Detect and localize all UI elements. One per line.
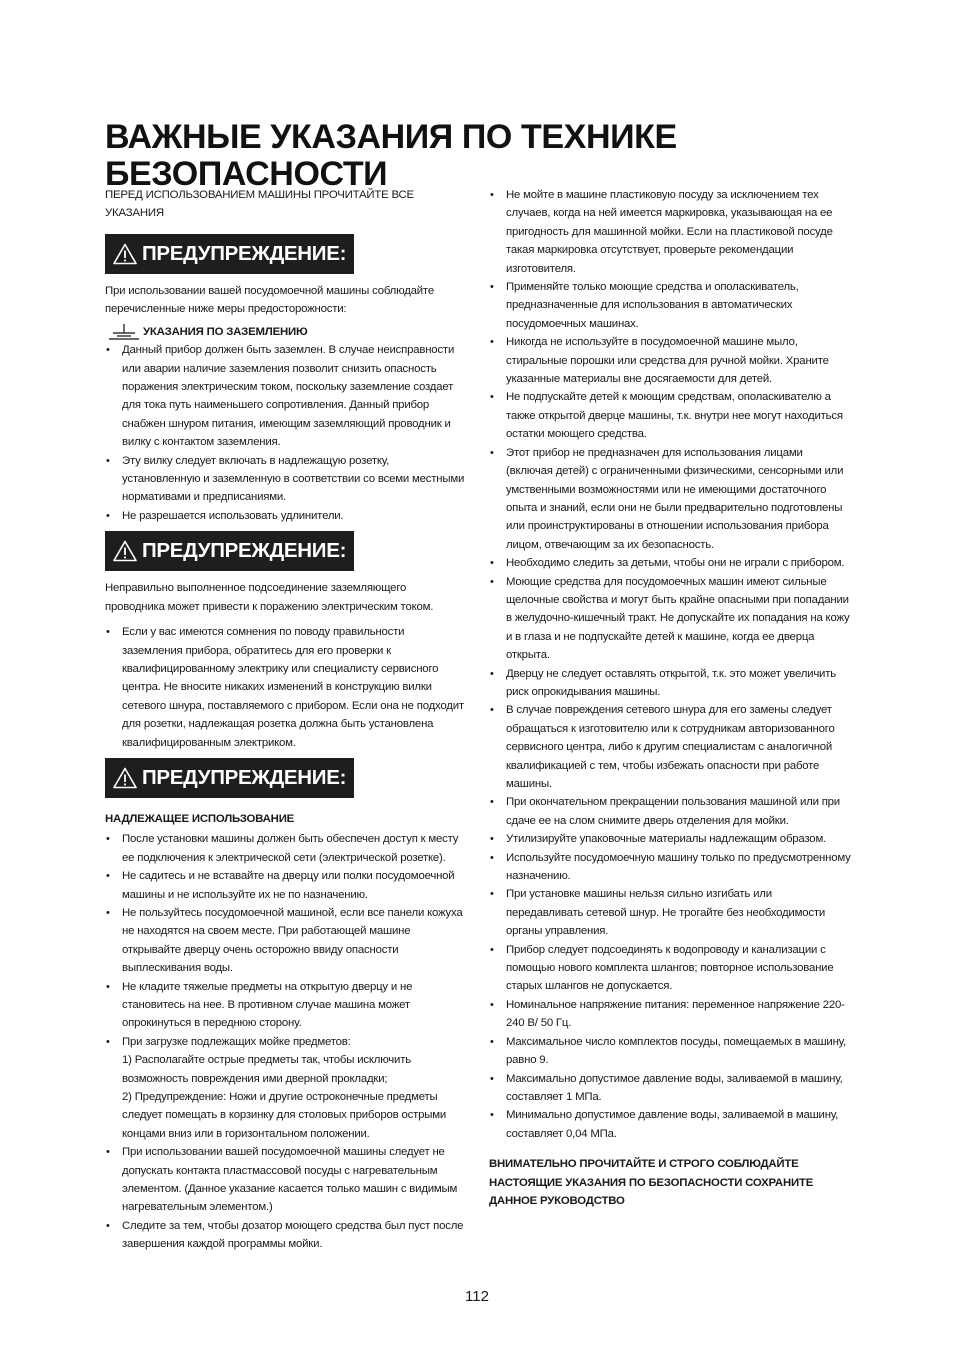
loading-item-1: 1) Располагайте острые предметы так, чтобы исключить возможность повреждения ими дверной прокладки; bbox=[122, 1054, 411, 1085]
list-item: • Применяйте только моющие средства и ополаскиватель, предназначенные для использования в автоматических посудомоечных машинах. bbox=[489, 278, 851, 333]
list-item: • Утилизируйте упаковочные материалы надлежащим образом. bbox=[489, 830, 851, 848]
list-item: • Не мойте в машине пластиковую посуду за исключением тех случаев, когда на ней имеется маркировка, указывающая на ее пригодность для машинной мойки. Если на пластиковой посуде такая маркировка отсутствует, проверьте рекомендации изготовителя. bbox=[489, 186, 851, 278]
warning-triangle-icon bbox=[113, 767, 137, 789]
ground-symbol-icon bbox=[109, 324, 139, 340]
proper-use-heading: НАДЛЕЖАЩЕЕ ИСПОЛЬЗОВАНИЕ bbox=[105, 812, 295, 825]
section1-list bbox=[105, 341, 467, 525]
list-item: • Данный прибор должен быть заземлен. В случае неисправности или аварии наличие заземления позволит снизить опасность поражения электрическим током, поскольку заземление создает для тока путь наименьшего сопротивления. Данный прибор снабжен шнуром питания, имеющим заземляющий проводник и вилку с контактом заземления. bbox=[105, 341, 467, 451]
list-item: • После установки машины должен быть обеспечен доступ к месту ее подключения к электрической сети (электрической розетке). bbox=[105, 830, 467, 867]
list-item: • Прибор следует подсоединять к водопроводу и канализации с помощью нового комплекта шлангов; повторное использование старых шлангов не допускается. bbox=[489, 941, 851, 996]
list-item: • Номинальное напряжение питания: переменное напряжение 220-240 В/ 50 Гц. bbox=[489, 996, 851, 1033]
list-item: • Этот прибор не предназначен для использования лицами (включая детей) с ограниченными физическими, сенсорными или умственными возможностями или не имеющими достаточного опыта и знаний, если они не были предварительно подготовлены или проинструктированы в отношении использования прибора лицом, отвечающим за их безопасность. bbox=[489, 444, 851, 554]
list-item: • Если у вас имеются сомнения по поводу правильности заземления прибора, обратитесь для его проверки к квалифицированному электрику или специалисту сервисного центра. Не вносите никаких изменений в конструкцию вилки сетевого шнура, поставляемого с прибором. Если она не подходит для розетки, надлежащая розетка должна быть установлена квалифицированным электриком. bbox=[105, 623, 467, 752]
warning-triangle-icon bbox=[113, 540, 137, 562]
list-item: • Необходимо следить за детьми, чтобы они не играли с прибором. bbox=[489, 554, 851, 572]
list-item: • При окончательном прекращении пользования машиной или при сдаче ее на слом снимите дверь отделения для мойки. bbox=[489, 793, 851, 830]
list-item: • Эту вилку следует включать в надлежащую розетку, установленную и заземленную в соответствии со всеми местными нормативами и предписаниями. bbox=[105, 452, 467, 507]
list-item: • Никогда не используйте в посудомоечной машине мыло, стиральные порошки или средства для ручной мойки. Храните указанные материалы вне досягаемости для детей. bbox=[489, 333, 851, 388]
warning-triangle-icon bbox=[113, 243, 137, 265]
intro-text: ПЕРЕД ИСПОЛЬЗОВАНИЕМ МАШИНЫ ПРОЧИТАЙТЕ ВСЕ УКАЗАНИЯ bbox=[105, 189, 414, 219]
section2-list bbox=[105, 623, 467, 752]
list-item: • Не пользуйтесь посудомоечной машиной, если все панели кожуха не находятся на своем месте. При работающей машине открывайте дверцу очень осторожно ввиду опасности выплескивания воды. bbox=[105, 904, 467, 978]
ground-heading bbox=[109, 323, 467, 341]
list-item: • В случае повреждения сетевого шнура для его замены следует обращаться к изготовителю или к сотрудникам авторизованного сервисного центра, либо к другим специалистам с аналогичной квалификацией с тем, чтобы избежать опасности при работе машины. bbox=[489, 701, 851, 793]
list-item: • При использовании вашей посудомоечной машины следует не допускать контакта пластмассовой посуды с нагревательным элементом. (Данное указание касается только машин с видимым нагревательным элементом.) bbox=[105, 1143, 467, 1217]
left-column bbox=[105, 186, 467, 1260]
loading-lead: • При загрузке подлежащих мойке предметов: bbox=[122, 1035, 351, 1048]
list-item: • Используйте посудомоечную машину только по предусмотренному назначению. bbox=[489, 849, 851, 886]
list-item: • Дверцу не следует оставлять открытой, т.к. это может увеличить риск опрокидывания машины. bbox=[489, 665, 851, 702]
warning-label: ПРЕДУПРЕЖДЕНИЕ: bbox=[142, 539, 347, 563]
list-item: • Следите за тем, чтобы дозатор моющего средства был пуст после завершения каждой программы мойки. bbox=[105, 1217, 467, 1254]
section2-paragraph: Неправильно выполненное подсоединение заземляющего проводника может привести к поражению электрическим током. bbox=[105, 582, 434, 613]
warning-banner bbox=[105, 758, 354, 798]
list-item: • При установке машины нельзя сильно изгибать или передавливать сетевой шнур. Не трогайте без необходимости органы управления. bbox=[489, 885, 851, 940]
loading-item-2: 2) Предупреждение: Ножи и другие остроконечные предметы следует помещать в корзинку для столовых приборов острыми концами вниз или в горизонтальном положении. bbox=[122, 1091, 447, 1140]
closing-notice: ВНИМАТЕЛЬНО ПРОЧИТАЙТЕ И СТРОГО СОБЛЮДАЙТЕ НАСТОЯЩИЕ УКАЗАНИЯ ПО БЕЗОПАСНОСТИ СОХРАНИТЕ ДАННОЕ РУКОВОДСТВО bbox=[489, 1158, 814, 1207]
right-column bbox=[489, 186, 851, 1210]
list-item: • Не кладите тяжелые предметы на открытую дверцу и не становитесь на нее. В противном случае машина может опрокинуться в переднюю сторону. bbox=[105, 978, 467, 1033]
list-item: • Не садитесь и не вставайте на дверцу или полки посудомоечной машины и не используйте их не по назначению. bbox=[105, 867, 467, 904]
warning-label: ПРЕДУПРЕЖДЕНИЕ: bbox=[142, 765, 347, 789]
list-item: • Максимальное число комплектов посуды, помещаемых в машину, равно 9. bbox=[489, 1033, 851, 1070]
page-title: ВАЖНЫЕ УКАЗАНИЯ ПО ТЕХНИКЕ БЕЗОПАСНОСТИ bbox=[105, 117, 677, 193]
warning-banner bbox=[105, 531, 354, 571]
list-item: • Моющие средства для посудомоечных машин имеют сильные щелочные свойства и могут быть крайне опасными при попадании в желудочно-кишечный тракт. Не допускайте их попадания на кожу и в глаза и не подпускайте детей к машине, когда ее дверца открыта. bbox=[489, 573, 851, 665]
list-item: • Минимально допустимое давление воды, заливаемой в машину, составляет 0,04 МПа. bbox=[489, 1106, 851, 1143]
list-item: • Не подпускайте детей к моющим средствам, ополаскивателю а также открытой дверце машины, т.к. внутри нее могут находиться остатки моющего средства. bbox=[489, 388, 851, 443]
list-item-loading bbox=[105, 1033, 467, 1143]
list-item: • Не разрешается использовать удлинители. bbox=[105, 507, 467, 525]
page-number: 112 bbox=[465, 1288, 489, 1305]
right-list bbox=[489, 186, 851, 1143]
section3-list bbox=[105, 830, 467, 1253]
ground-heading-text: УКАЗАНИЯ ПО ЗАЗЕМЛЕНИЮ bbox=[143, 325, 308, 338]
list-item: • Максимально допустимое давление воды, заливаемой в машину, составляет 1 МПа. bbox=[489, 1070, 851, 1107]
section1-paragraph: При использовании вашей посудомоечной машины соблюдайте перечисленные ниже меры предосторожности: bbox=[105, 285, 434, 316]
warning-label: ПРЕДУПРЕЖДЕНИЕ: bbox=[142, 241, 347, 265]
warning-banner bbox=[105, 234, 354, 274]
